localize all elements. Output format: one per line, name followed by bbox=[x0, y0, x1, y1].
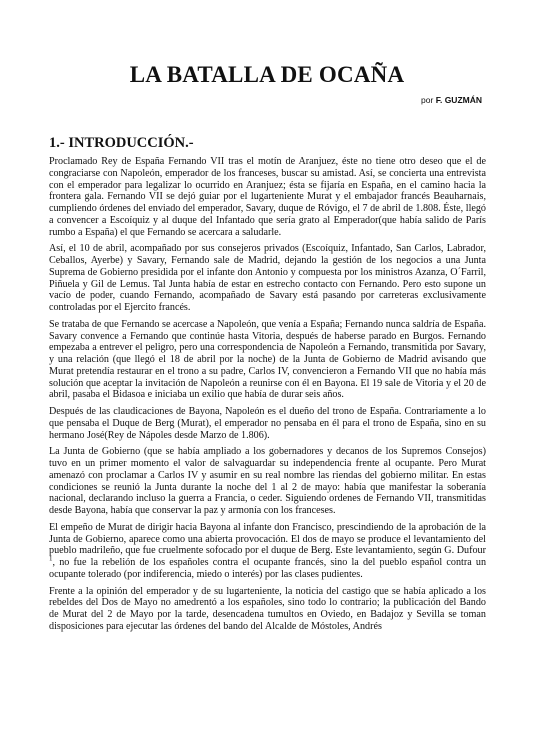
paragraph-6-text: El empeño de Murat de dirigir hacia Bayona al infante don Francisco, prescindiendo de la aprobación de la Junta de Gobierno, aparece como una abierta provocación. El dos de mayo se produce el levantamiento del pueblo madrileño, que fue cruelmente sofocado por el duque de Berg. Este levantamiento, según G. Dufour bbox=[49, 521, 486, 557]
paragraph-4: Después de las claudicaciones de Bayona, Napoleón es el dueño del trono de España. Contrariamente a lo que pensaba el Duque de Berg (Murat), el emperador no pensaba en él para el trono de España, sino en su hermano José(Rey de Nápoles desde Marzo de 1.806). bbox=[49, 406, 486, 441]
document-title: LA BATALLA DE OCAÑA bbox=[129, 62, 405, 87]
author-name: F. GUZMÁN bbox=[435, 95, 482, 105]
paragraph-1: Proclamado Rey de España Fernando VII tras el motín de Aranjuez, éste no tiene otro deseo que el de congraciarse con Napoleón, emperador de los franceses, buscar su amistad. Así, se concierta una entrevista con el emperador para legalizar lo ocurrido en Aranjuez; ésta se fijaría en España, en el camino hacia la frontera gala. Fernando VII se dejó guiar por el lugarteniente Murat y el embajador francés Beauharnais, cumpliendo órdenes del enviado del emperador, Savary, duque de Róvigo, el 7 de abril de 1.808. Éste, llegó a convencer a Escoíquiz y al duque del Infantado que sería grato al Emperador(que había salido de París rumbo a España) el que Fernando se acercara a saludarle. bbox=[49, 156, 486, 238]
paragraph-5: La Junta de Gobierno (que se había ampliado a los gobernadores y decanos de los Supremos Consejos) tuvo en un primer momento el valor de salvaguardar su independencia frente al ocupante. Pero Murat amenazó con proclamar a Carlos IV y asumir en su real nombre las riendas del gobierno militar. En estas condiciones se reunió la Junta durante la noche del 1 al 2 de mayo: había que manifestar la soberanía nacional, declarando incluso la guerra a Francia, o ceder. Siguiendo ordenes de Fernando VII, transmitidas desde Bayona, había que conservar la paz y armonía con los franceses. bbox=[49, 446, 486, 516]
paragraph-7: Frente a la opinión del emperador y de su lugarteniente, la noticia del castigo que se había aplicado a los rebeldes del Dos de Mayo no amedrentó a los españoles, sino todo lo contrario; la publicación del Bando de Murat del 2 de Mayo por la tarde, desencadena tumultos en Oviedo, en Badajoz y Sevilla se toman disposiciones para ejecutar las órdenes del bando del Alcalde de Móstoles, Andrés bbox=[49, 585, 486, 632]
footnote-reference[interactable]: 1 bbox=[49, 554, 53, 563]
author-byline bbox=[421, 95, 482, 105]
byline-prefix: por bbox=[421, 95, 434, 105]
paragraph-6-tail: , no fue la rebelión de los españoles contra el ocupante francés, sino la del pueblo español contra un ocupante tolerado (por indiferencia, miedo o interés) por las clases pudientes. bbox=[49, 557, 486, 580]
paragraph-3: Se trataba de que Fernando se acercase a Napoleón, que venía a España; Fernando nunca saldría de España. Savary convence a Fernando que continúe hasta Vitoria, después de haberse parado en Burgos. Fernando empezaba a entrever el peligro, pero una correspondencia de Napoleón a Fernando, transmitida por Savary, y una relación (que llegó el 18 de abril por la noche) de la Junta de Gobierno de Madrid avisando que Murat pretendía restaurar en el trono a su padre, Carlos IV, convencieron a Fernando VII que no había más solución que aceptar la invitación de Napoleón a reunirse con él en Bayona. El 19 sale de Vitoria y el 20 de abril, pasaba el Bidasoa e iniciaba un exilio que había de durar seis años. bbox=[49, 318, 486, 401]
paragraph-2: Así, el 10 de abril, acompañado por sus consejeros privados (Escoíquiz, Infantado, San Carlos, Labrador, Ceballos, Ayerbe) y Savary, Fernando sale de Madrid, dejando la gestión de los negocios a una Junta Suprema de Gobierno presidida por el infante don Antonio y compuesta por los ministros Azanza, O´Farril, Piñuela y Gil de Lemus. Tal Junta había de estar en estrecho contacto con Fernando. Pero esto supone un vacío de poder, cuando Fernando, acompañado de Savary está pasando por carreteras exclusivamente controladas por el Ejercito francés. bbox=[49, 243, 486, 313]
document-body bbox=[49, 156, 486, 638]
section-heading: 1.- INTRODUCCIÓN.- bbox=[49, 135, 194, 151]
paragraph-6 bbox=[49, 522, 486, 581]
